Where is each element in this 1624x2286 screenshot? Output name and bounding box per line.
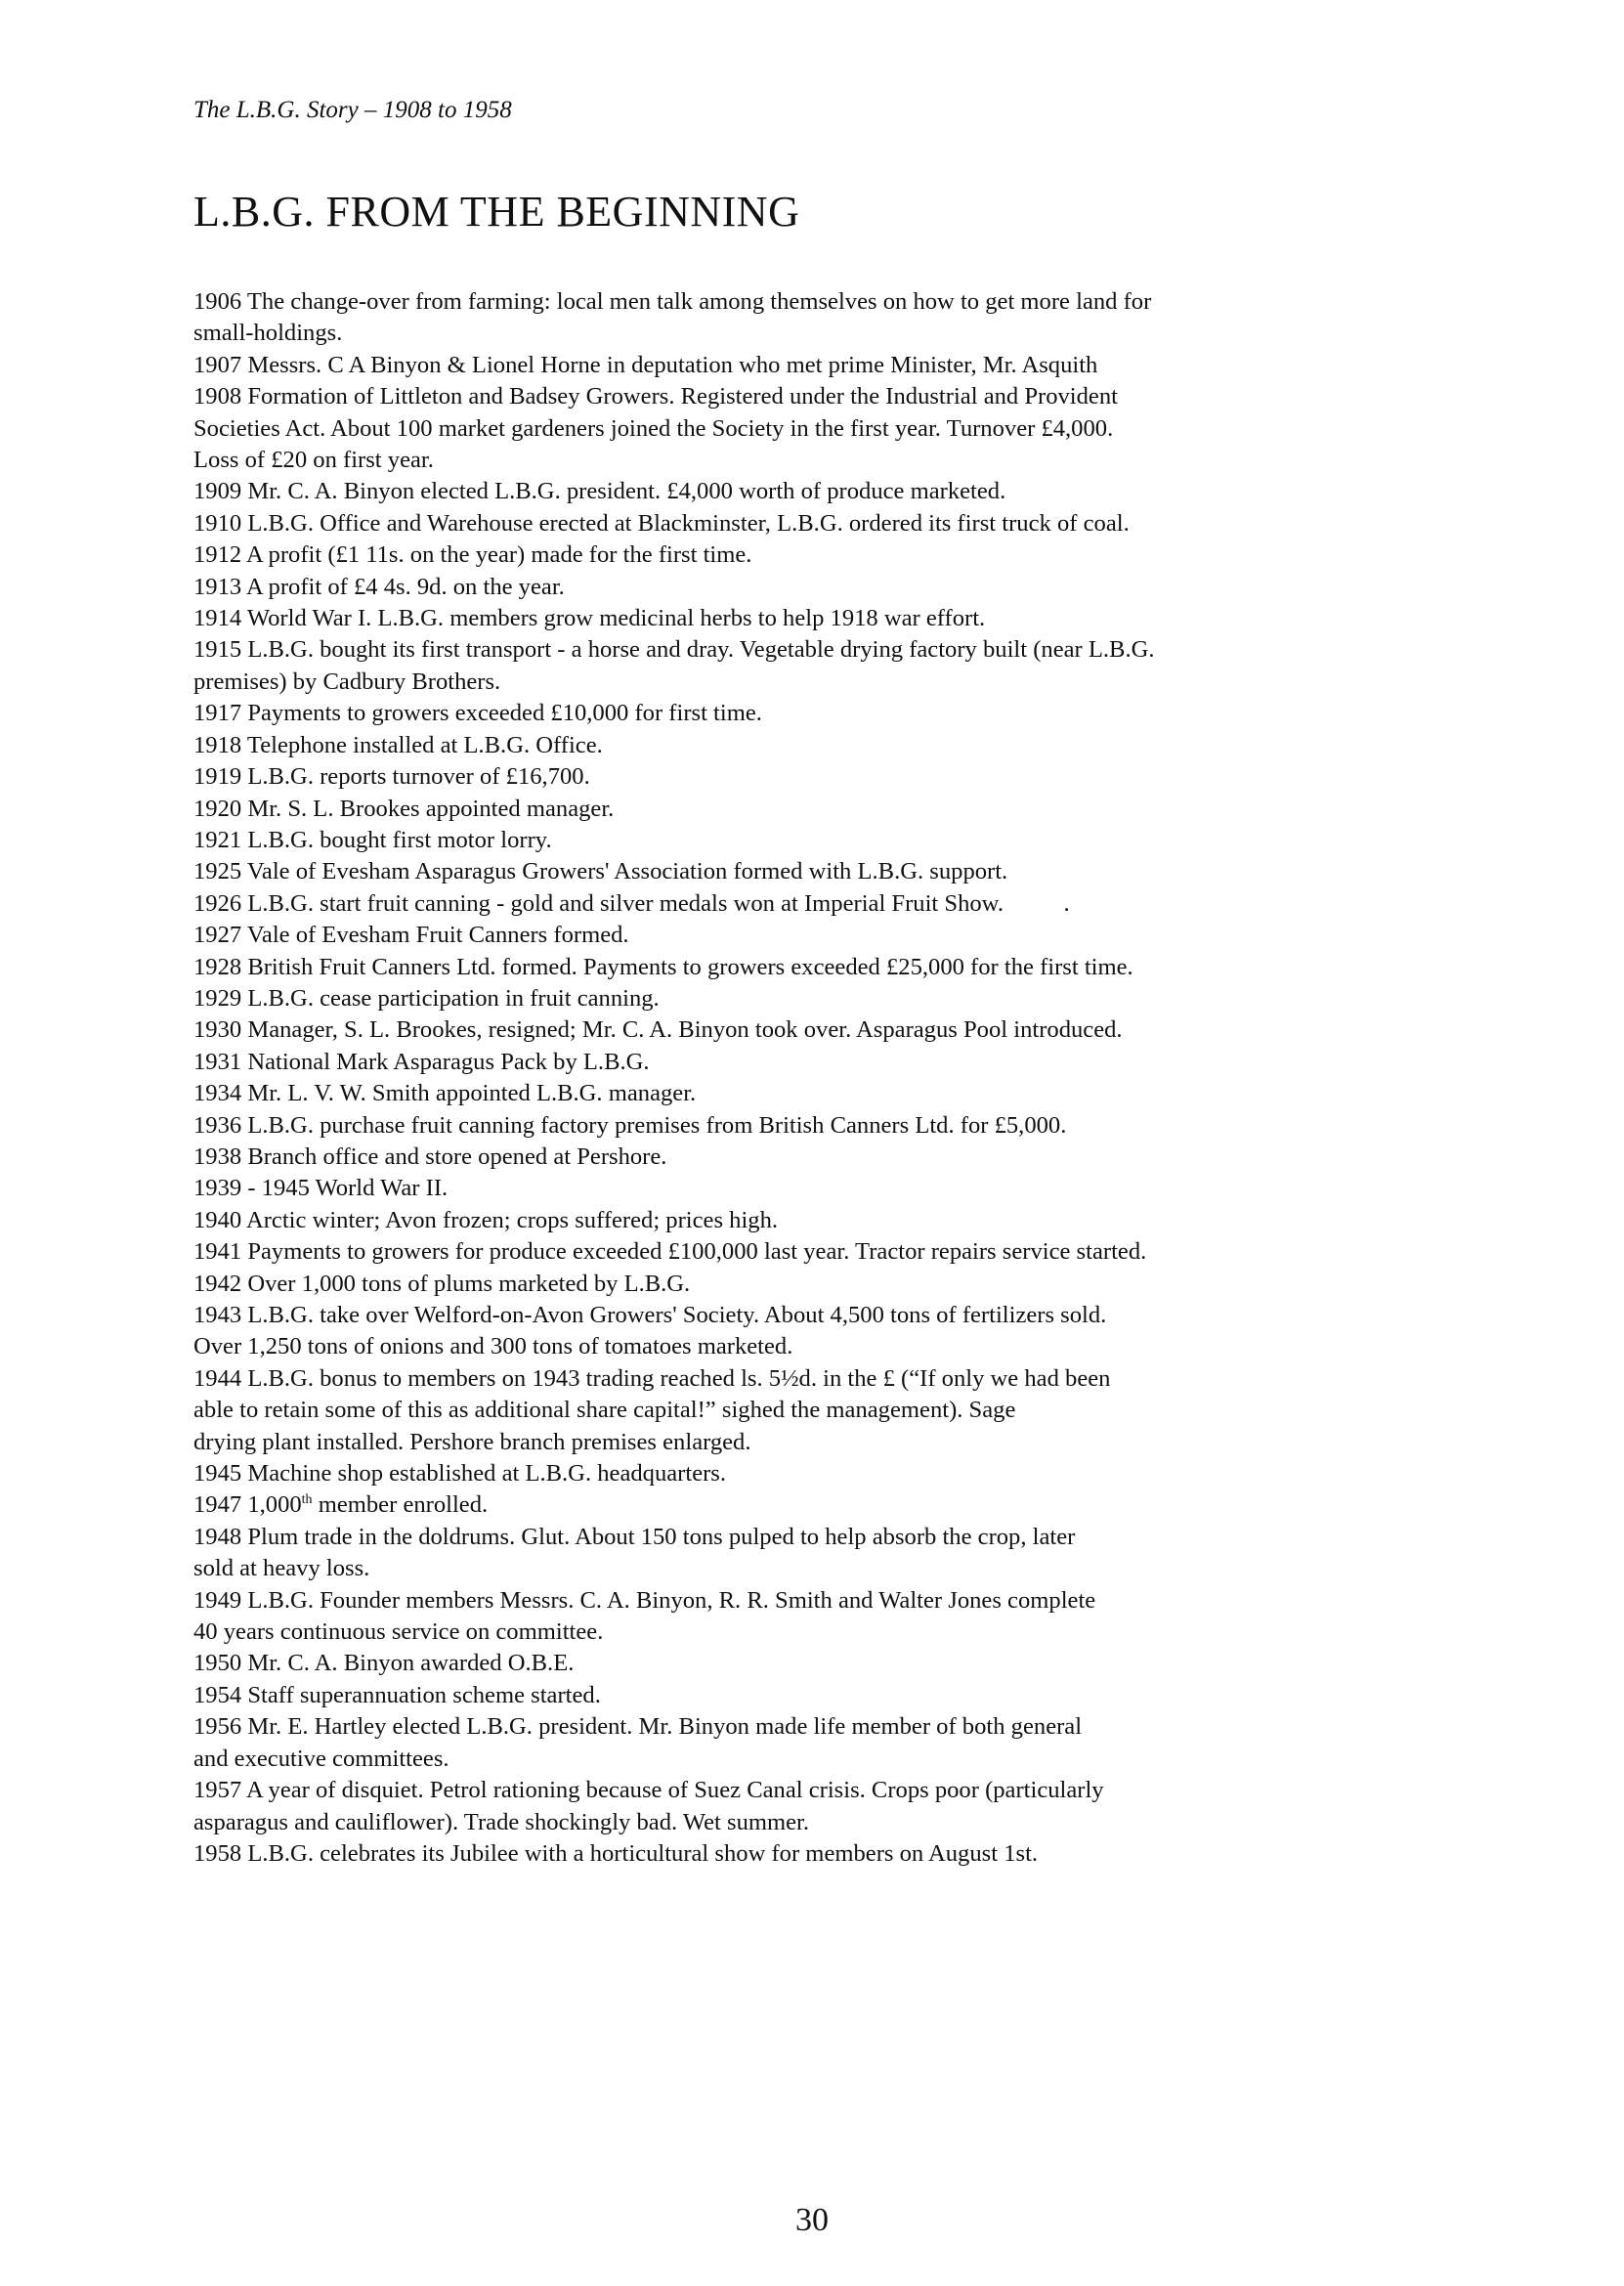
entry-line: 1926 L.B.G. start fruit canning - gold and silver medals won at Imperial Fruit Show. .: [193, 889, 1070, 917]
entry-line: 1939 - 1945 World War II.: [193, 1175, 449, 1202]
timeline-entry-1913: [193, 572, 1346, 603]
timeline-entry-1930: [193, 1014, 1346, 1046]
timeline-entry-1947: [193, 1489, 1346, 1521]
entry-line: 1921 L.B.G. bought first motor lorry.: [193, 826, 552, 853]
entry-line: 1938 Branch office and store opened at Pershore.: [193, 1143, 667, 1170]
entry-line: 1927 Vale of Evesham Fruit Canners formed.: [193, 922, 629, 949]
entry-line: 1929 L.B.G. cease participation in fruit canning.: [193, 984, 660, 1012]
entry-line: 1956 Mr. E. Hartley elected L.B.G. president. Mr. Binyon made life member of both general: [193, 1713, 1083, 1741]
entry-line: able to retain some of this as additional share capital!” sighed the management). Sage: [193, 1397, 1016, 1424]
entry-line: 1941 Payments to growers for produce exceeded £100,000 last year. Tractor repairs service started.: [193, 1238, 1147, 1266]
entry-line: 1925 Vale of Evesham Asparagus Growers' Association formed with L.B.G. support.: [193, 858, 1008, 885]
timeline-entry-1954: [193, 1680, 1346, 1711]
timeline-entry-1917: [193, 698, 1346, 729]
entry-line: 1928 British Fruit Canners Ltd. formed. Payments to growers exceeded £25,000 for the first time.: [193, 953, 1133, 980]
timeline-entry-1941: [193, 1236, 1346, 1268]
timeline-entry-1925: [193, 856, 1346, 887]
timeline-entry-1942: [193, 1269, 1346, 1300]
entry-line: and executive committees.: [193, 1745, 449, 1772]
timeline-entry-1912: [193, 539, 1346, 571]
timeline-entry-1956: [193, 1711, 1346, 1775]
timeline-entry-1909: [193, 476, 1346, 507]
entry-line: 1931 National Mark Asparagus Pack by L.B.G.: [193, 1048, 650, 1075]
timeline-entry-1919: [193, 761, 1346, 793]
entry-line: Loss of £20 on first year.: [193, 447, 434, 474]
timeline-entry-1906: [193, 286, 1346, 350]
entry-line: 1950 Mr. C. A. Binyon awarded O.B.E.: [193, 1650, 575, 1677]
timeline-list: [193, 286, 1346, 1870]
entry-line: 40 years continuous service on committee.: [193, 1618, 604, 1646]
entry-line: 1915 L.B.G. bought its first transport - a horse and dray. Vegetable drying factory built (near L.B.G.: [193, 636, 1155, 664]
timeline-entry-1936: [193, 1110, 1346, 1142]
timeline-entry-1949: [193, 1585, 1346, 1649]
timeline-entry-1929: [193, 983, 1346, 1014]
entry-line: [193, 1489, 1346, 1521]
entry-line: Societies Act. About 100 market gardeners joined the Society in the first year. Turnover £4,000.: [193, 414, 1114, 442]
timeline-entry-1928: [193, 952, 1346, 983]
entry-line: 1907 Messrs. C A Binyon & Lionel Horne in deputation who met prime Minister, Mr. Asquith: [193, 351, 1098, 378]
entry-line: sold at heavy loss.: [193, 1555, 370, 1582]
page-title: L.B.G. FROM THE BEGINNING: [193, 188, 800, 236]
timeline-entry-1945: [193, 1458, 1346, 1489]
timeline-entry-1907: [193, 350, 1346, 381]
timeline-entry-1939: [193, 1173, 1346, 1204]
timeline-entry-1943: [193, 1300, 1346, 1363]
entry-line: premises) by Cadbury Brothers.: [193, 668, 501, 695]
running-head: The L.B.G. Story – 1908 to 1958: [193, 97, 512, 123]
timeline-entry-1915: [193, 634, 1346, 698]
entry-line: 1934 Mr. L. V. W. Smith appointed L.B.G. manager.: [193, 1080, 697, 1107]
timeline-entry-1918: [193, 730, 1346, 761]
timeline-entry-1914: [193, 603, 1346, 634]
entry-line: 1919 L.B.G. reports turnover of £16,700.: [193, 763, 590, 791]
entry-line: drying plant installed. Pershore branch premises enlarged.: [193, 1428, 751, 1455]
timeline-entry-1908: [193, 381, 1346, 476]
entry-line: 1949 L.B.G. Founder members Messrs. C. A. Binyon, R. R. Smith and Walter Jones complete: [193, 1586, 1096, 1614]
entry-line: 1930 Manager, S. L. Brookes, resigned; Mr. C. A. Binyon took over. Asparagus Pool introduced.: [193, 1016, 1123, 1044]
entry-line: Over 1,250 tons of onions and 300 tons of tomatoes marketed.: [193, 1333, 793, 1360]
entry-line: 1909 Mr. C. A. Binyon elected L.B.G. president. £4,000 worth of produce marketed.: [193, 478, 1006, 505]
timeline-entry-1934: [193, 1078, 1346, 1109]
entry-line: small-holdings.: [193, 320, 343, 347]
entry-line: 1920 Mr. S. L. Brookes appointed manager.: [193, 795, 615, 822]
entry-line: 1914 World War I. L.B.G. members grow medicinal herbs to help 1918 war effort.: [193, 605, 986, 632]
entry-text: member enrolled.: [312, 1491, 489, 1519]
timeline-entry-1948: [193, 1522, 1346, 1585]
entry-line: 1908 Formation of Littleton and Badsey Growers. Registered under the Industrial and Provident: [193, 383, 1118, 410]
timeline-entry-1931: [193, 1047, 1346, 1078]
entry-line: 1943 L.B.G. take over Welford-on-Avon Growers' Society. About 4,500 tons of fertilizers sold.: [193, 1302, 1107, 1328]
entry-line: 1913 A profit of £4 4s. 9d. on the year.: [193, 573, 565, 600]
timeline-entry-1958: [193, 1838, 1346, 1870]
timeline-entry-1927: [193, 920, 1346, 951]
entry-line: 1944 L.B.G. bonus to members on 1943 trading reached ls. 5½d. in the £ (“If only we had been: [193, 1364, 1111, 1392]
entry-line: 1948 Plum trade in the doldrums. Glut. About 150 tons pulped to help absorb the crop, later: [193, 1523, 1076, 1550]
entry-line: 1942 Over 1,000 tons of plums marketed by L.B.G.: [193, 1270, 691, 1297]
timeline-entry-1921: [193, 825, 1346, 856]
timeline-entry-1926: [193, 888, 1346, 920]
timeline-entry-1940: [193, 1205, 1346, 1236]
entry-line: 1910 L.B.G. Office and Warehouse erected at Blackminster, L.B.G. ordered its first truck of coal.: [193, 509, 1130, 537]
entry-line: 1912 A profit (£1 11s. on the year) made for the first time.: [193, 541, 752, 569]
timeline-entry-1950: [193, 1648, 1346, 1679]
entry-line: 1936 L.B.G. purchase fruit canning factory premises from British Canners Ltd. for £5,000.: [193, 1111, 1067, 1139]
entry-line: 1954 Staff superannuation scheme started.: [193, 1681, 601, 1708]
entry-line: 1957 A year of disquiet. Petrol rationing because of Suez Canal crisis. Crops poor (particularly: [193, 1777, 1104, 1804]
timeline-entry-1920: [193, 794, 1346, 825]
entry-line: 1940 Arctic winter; Avon frozen; crops suffered; prices high.: [193, 1206, 779, 1233]
timeline-entry-1910: [193, 508, 1346, 539]
entry-line: asparagus and cauliflower). Trade shockingly bad. Wet summer.: [193, 1808, 810, 1835]
ordinal-suffix: th: [301, 1492, 313, 1508]
entry-line: 1958 L.B.G. celebrates its Jubilee with a horticultural show for members on August 1st.: [193, 1839, 1039, 1867]
page-number: 30: [795, 2202, 829, 2238]
entry-line: 1906 The change-over from farming: local men talk among themselves on how to get more land for: [193, 288, 1152, 315]
timeline-entry-1944: [193, 1363, 1346, 1458]
entry-line: 1945 Machine shop established at L.B.G. headquarters.: [193, 1460, 727, 1488]
entry-line: 1917 Payments to growers exceeded £10,000 for first time.: [193, 700, 762, 727]
timeline-entry-1938: [193, 1142, 1346, 1173]
entry-line: 1918 Telephone installed at L.B.G. Office.: [193, 731, 603, 758]
entry-text: 1947 1,000: [193, 1491, 302, 1519]
timeline-entry-1957: [193, 1775, 1346, 1838]
